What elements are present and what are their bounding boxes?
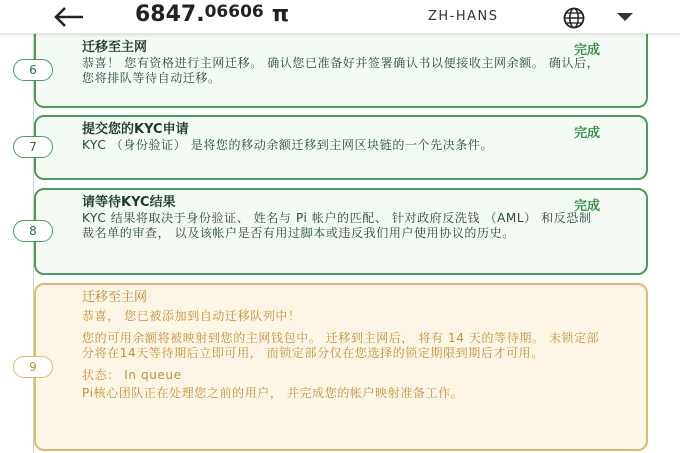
balance-integer: 6847. — [135, 2, 205, 27]
pi-symbol: π — [271, 2, 290, 27]
processing-text: Pi核心团队正在处理您之前的用户， 并完成您的帐户映射准备工作。 — [82, 386, 464, 400]
step-number-7: 7 — [13, 136, 53, 158]
step-description — [82, 309, 600, 401]
status-label: 状态： — [82, 368, 120, 382]
step-number-9: 9 — [13, 356, 53, 378]
step-number-6: 6 — [13, 59, 53, 81]
status-value: In queue — [124, 368, 182, 382]
step-card-7 — [34, 115, 648, 180]
congrats-text: 恭喜， 您已被添加到自动迁移队列中！ — [82, 309, 301, 323]
step-status: 完成 — [573, 199, 600, 214]
chevron-down-icon[interactable] — [617, 13, 633, 21]
step-number-8: 8 — [13, 220, 53, 242]
step-title: 请等待KYC结果 — [82, 195, 176, 210]
balance-mapping-text: 您的可用余额将被映射到您的主网钱包中。 迁移到主网后， 将有 14 天的等待期。 未锁定部分将在14天等待期后立即可用， 而锁定部分仅在您选择的锁定期限到期后才可用。 — [82, 331, 600, 360]
step-status: 完成 — [573, 126, 600, 141]
step-description: KYC 结果将取决于身份验证、 姓名与 Pi 帐户的匹配、 针对政府反洗钱 （AML） 和反恐制裁名单的审查， 以及该帐户是否有用过脚本或违反我们用户使用协议的历史。 — [82, 211, 592, 240]
balance-decimal: 06606 — [204, 2, 264, 22]
queue-status — [82, 368, 600, 383]
step-description: KYC （身份验证） 是将您的移动余额迁移到主网区块链的一个先决条件。 — [82, 138, 494, 152]
back-arrow-icon[interactable] — [52, 6, 86, 28]
step-title: 迁移至主网 — [82, 290, 148, 305]
step-status: 完成 — [573, 43, 600, 58]
step-card-6 — [34, 34, 648, 108]
step-card-9 — [34, 283, 648, 451]
step-card-8 — [34, 188, 648, 275]
globe-icon[interactable] — [563, 7, 585, 29]
step-title: 提交您的KYC申请 — [82, 122, 189, 137]
pi-balance — [135, 2, 289, 27]
language-selector[interactable]: ZH-HANS — [428, 9, 499, 24]
step-description: 恭喜！ 您有资格进行主网迁移。 确认您已准备好并签署确认书以便接收主网余额。 确认后， 您将排队等待自动迁移。 — [82, 56, 600, 85]
top-bar — [0, 0, 680, 34]
step-title: 迁移至主网 — [82, 40, 148, 55]
